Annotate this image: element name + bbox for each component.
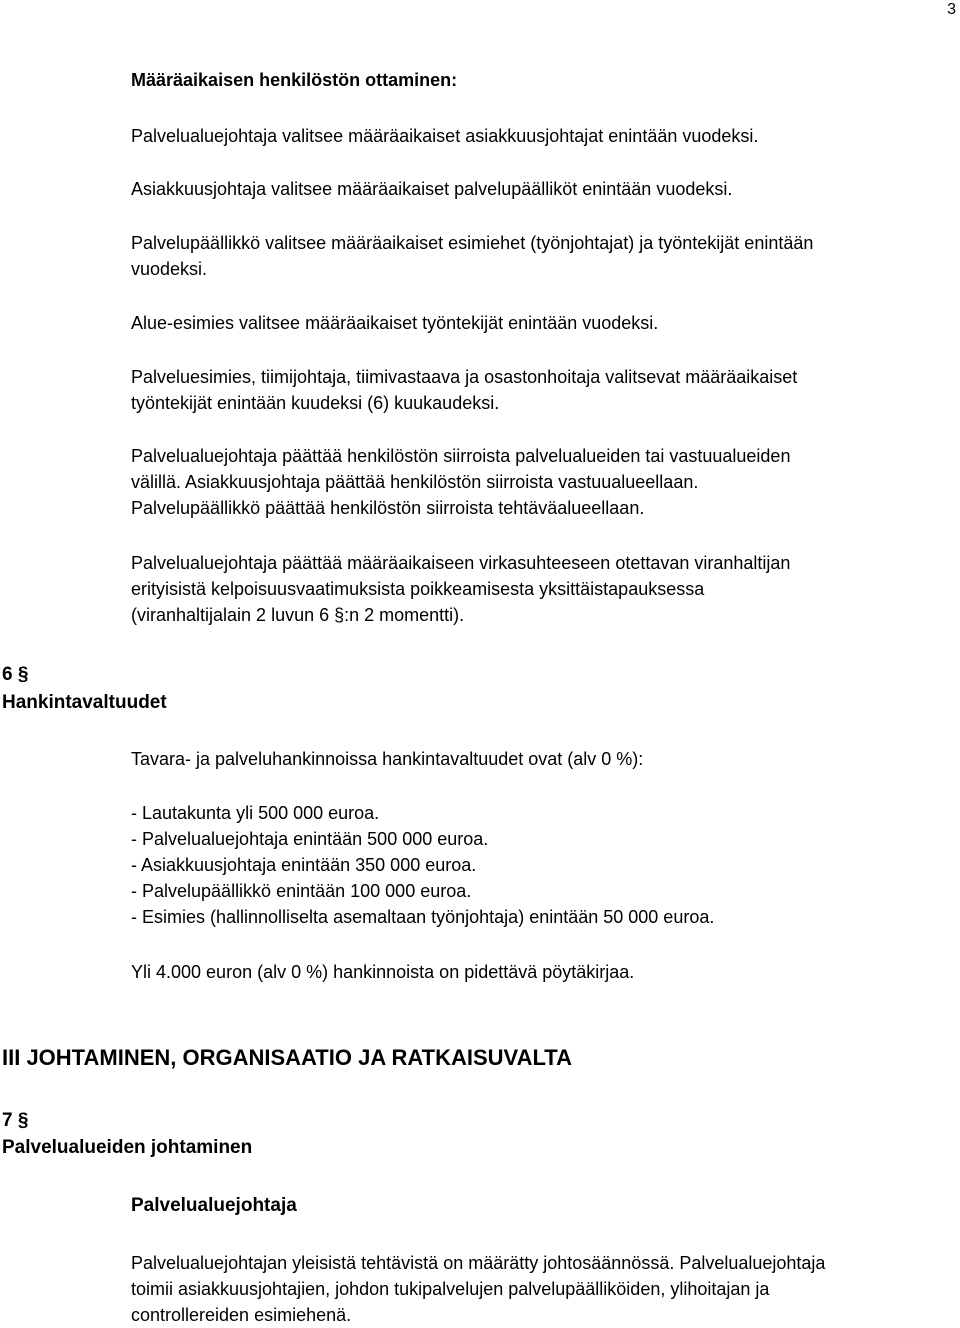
paragraph-qualification-exceptions: [131, 550, 931, 628]
paragraph-line: toimii asiakkuusjohtajien, johdon tukipalvelujen palvelupäälliköiden, ylihoitajan ja: [131, 1279, 770, 1299]
paragraph-line: (viranhaltijalain 2 luvun 6 §:n 2 momentti).: [131, 605, 465, 625]
section-7-number: 7 §: [2, 1110, 29, 1131]
procurement-intro: Tavara- ja palveluhankinnoissa hankintavaltuudet ovat (alv 0 %):: [131, 749, 644, 769]
list-item: - Palvelualuejohtaja enintään 500 000 euroa.: [131, 829, 489, 849]
paragraph-line: Palvelualuejohtaja päättää määräaikaiseen virkasuhteeseen otettavan viranhaltijan: [131, 553, 791, 573]
paragraph-region-director-temp: Palvelualuejohtaja valitsee määräaikaiset asiakkuusjohtajat enintään vuodeksi.: [131, 126, 759, 146]
paragraph-line: Palvelupäällikkö päättää henkilöstön siirroista tehtäväalueellaan.: [131, 498, 645, 518]
section-7-title: Palvelualueiden johtaminen: [2, 1137, 253, 1158]
protocol-note: Yli 4.000 euron (alv 0 %) hankinnoista on pidettävä pöytäkirjaa.: [131, 962, 635, 982]
list-item: - Esimies (hallinnolliselta asemaltaan työnjohtaja) enintään 50 000 euroa.: [131, 907, 715, 927]
paragraph-line: erityisistä kelpoisuusvaatimuksista poikkeamisesta yksittäistapauksessa: [131, 579, 705, 599]
chapter-3-title: III JOHTAMINEN, ORGANISAATIO JA RATKAISUVALTA: [2, 1045, 572, 1070]
paragraph-line: Palveluesimies, tiimijohtaja, tiimivastaava ja osastonhoitaja valitsevat määräaikaiset: [131, 367, 798, 387]
section-6-title: Hankintavaltuudet: [2, 692, 167, 713]
paragraph-line: vuodeksi.: [131, 259, 208, 279]
list-item: - Lautakunta yli 500 000 euroa.: [131, 803, 380, 823]
section-6-number: 6 §: [2, 664, 29, 685]
paragraph-line: välillä. Asiakkuusjohtaja päättää henkilöstön siirroista vastuualueellaan.: [131, 472, 699, 492]
paragraph-service-manager-temp: [131, 230, 931, 282]
list-item: - Asiakkuusjohtaja enintään 350 000 euroa.: [131, 855, 477, 875]
list-item: - Palvelupäällikkö enintään 100 000 euroa.: [131, 881, 472, 901]
paragraph-area-supervisor-temp: Alue-esimies valitsee määräaikaiset työntekijät enintään vuodeksi.: [131, 313, 659, 333]
temporary-staff-heading: Määräaikaisen henkilöstön ottaminen:: [131, 70, 458, 90]
paragraph-customer-director-temp: Asiakkuusjohtaja valitsee määräaikaiset palvelupäälliköt enintään vuodeksi.: [131, 179, 733, 199]
paragraph-staff-transfers: [131, 443, 931, 521]
paragraph-line: Palvelualuejohtaja päättää henkilöstön siirroista palvelualueiden tai vastuualueiden: [131, 446, 791, 466]
paragraph-line: controllereiden esimiehenä.: [131, 1305, 352, 1325]
paragraph-region-director-duties: [131, 1250, 931, 1328]
page-number: 3: [947, 1, 956, 18]
procurement-limits-list: [131, 800, 931, 930]
region-director-subheading: Palvelualuejohtaja: [131, 1195, 297, 1216]
paragraph-line: Palvelualuejohtajan yleisistä tehtävistä on määrätty johtosäännössä. Palvelualuejohtaja: [131, 1253, 826, 1273]
paragraph-team-leaders-temp: [131, 364, 931, 416]
paragraph-line: Palvelupäällikkö valitsee määräaikaiset esimiehet (työnjohtajat) ja työntekijät enintään: [131, 233, 814, 253]
paragraph-line: työntekijät enintään kuudeksi (6) kuukaudeksi.: [131, 393, 500, 413]
